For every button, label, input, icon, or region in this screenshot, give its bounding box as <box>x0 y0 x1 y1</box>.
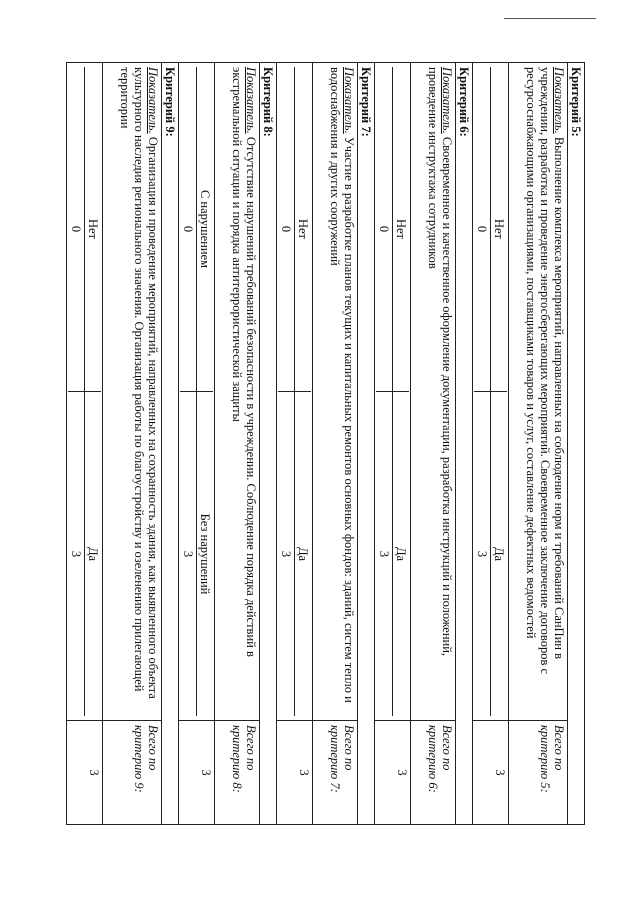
criterion-indicator-row <box>215 63 260 825</box>
scan-corner-line <box>504 18 596 19</box>
criterion-heading: Критерий 9: <box>162 63 179 825</box>
criteria-document <box>65 62 585 824</box>
criterion-indicator-row <box>313 63 358 825</box>
criterion-total-label: Всего по критерию 6: <box>411 721 456 825</box>
criterion-indicator <box>411 63 456 721</box>
criterion-total-points: 3 <box>179 721 215 825</box>
criterion-options-row <box>375 63 411 825</box>
criterion-heading-row <box>568 63 585 825</box>
option-label-yes: Да <box>393 392 410 717</box>
criterion-heading: Критерий 8: <box>260 63 277 825</box>
criterion-total-points: 3 <box>375 721 411 825</box>
option-points-yes: 3 <box>475 550 489 558</box>
criterion-total-points: 3 <box>277 721 313 825</box>
options-grid <box>180 67 213 716</box>
option-points-yes: 3 <box>181 550 195 558</box>
indicator-label: Показатель. <box>552 67 566 134</box>
option-label-no: Нет <box>491 67 508 392</box>
option-points-no: 0 <box>180 67 197 392</box>
indicator-label: Показатель. <box>146 67 160 134</box>
criterion-total-label: Всего по критерию 9: <box>103 721 162 825</box>
criterion-options-row <box>179 63 215 825</box>
criterion-total-label: Всего по критерию 8: <box>215 721 260 825</box>
criterion-options <box>473 63 509 721</box>
criterion-total-label: Всего по критерию 7: <box>313 721 358 825</box>
options-grid <box>68 67 101 716</box>
criterion-options <box>67 63 103 721</box>
option-label-no: С нарушением <box>197 67 214 392</box>
option-points-no: 0 <box>278 67 295 392</box>
criterion-options <box>179 63 215 721</box>
option-label-no: Нет <box>295 67 312 392</box>
option-label-no: Нет <box>85 67 102 392</box>
indicator-text: Своевременное и качественное оформление документации, разработка инструкций и положений, проведение инструктажа сотрудников <box>426 67 454 657</box>
criterion-indicator <box>313 63 358 721</box>
criterion-options-row <box>277 63 313 825</box>
options-grid <box>376 67 409 716</box>
indicator-label: Показатель. <box>440 67 454 134</box>
criterion-total-points: 3 <box>67 721 103 825</box>
indicator-label: Показатель. <box>244 67 258 134</box>
criterion-heading-row <box>162 63 179 825</box>
options-grid <box>278 67 311 716</box>
criterion-heading: Критерий 5: <box>568 63 585 825</box>
criterion-total-label: Всего по критерию 5: <box>509 721 568 825</box>
criterion-heading: Критерий 6: <box>456 63 473 825</box>
indicator-text: Выполнение комплекса мероприятий, направленных на соблюдение норм и требований СанПин в учреждении, разработка и проведение энергосберегающих мероприятий. Своевременное заключение договоров с ресурсоснабжающими организациями, поставщиками товаров и услуг, составление дефектных ведомостей <box>524 67 566 675</box>
criterion-options-row <box>67 63 103 825</box>
option-label-yes: Да <box>295 392 312 717</box>
option-points-yes: 3 <box>69 550 83 558</box>
option-label-yes: Да <box>85 392 102 717</box>
criterion-heading: Критерий 7: <box>358 63 375 825</box>
criterion-total-points: 3 <box>473 721 509 825</box>
option-points-no: 0 <box>376 67 393 392</box>
option-points-yes: 3 <box>279 550 293 558</box>
criterion-indicator <box>509 63 568 721</box>
criterion-options <box>277 63 313 721</box>
option-label-yes: Без нарушений <box>197 392 214 717</box>
criterion-options-row <box>473 63 509 825</box>
indicator-text: Отсутствие нарушений требований безопасности в учреждении. Соблюдение порядка действий в экстремальной ситуации и порядка антитеррористической защиты <box>230 67 258 657</box>
option-label-yes: Да <box>491 392 508 717</box>
option-label-no: Нет <box>393 67 410 392</box>
criterion-heading-row <box>260 63 277 825</box>
criterion-heading-row <box>358 63 375 825</box>
options-grid <box>474 67 507 716</box>
criterion-indicator-row <box>509 63 568 825</box>
criteria-table <box>66 62 585 825</box>
criterion-options <box>375 63 411 721</box>
criterion-indicator <box>103 63 162 721</box>
indicator-text: Организация и проведение мероприятий, направленных на сохранность здания, как выявленного объекта культурного наследия регионального значения. Организация работы по благоустройству и озеленению прилегающей территории <box>118 67 160 699</box>
criterion-indicator-row <box>103 63 162 825</box>
criterion-indicator-row <box>411 63 456 825</box>
criterion-heading-row <box>456 63 473 825</box>
indicator-label: Показатель. <box>342 67 356 134</box>
option-points-no: 0 <box>68 67 85 392</box>
option-points-no: 0 <box>474 67 491 392</box>
option-points-yes: 3 <box>377 550 391 558</box>
indicator-text: Участие в разработке планов текущих и капитальных ремонтов основных фондов: зданий, систем тепло и водоснабжения и других сооружений <box>328 67 356 703</box>
criterion-indicator <box>215 63 260 721</box>
